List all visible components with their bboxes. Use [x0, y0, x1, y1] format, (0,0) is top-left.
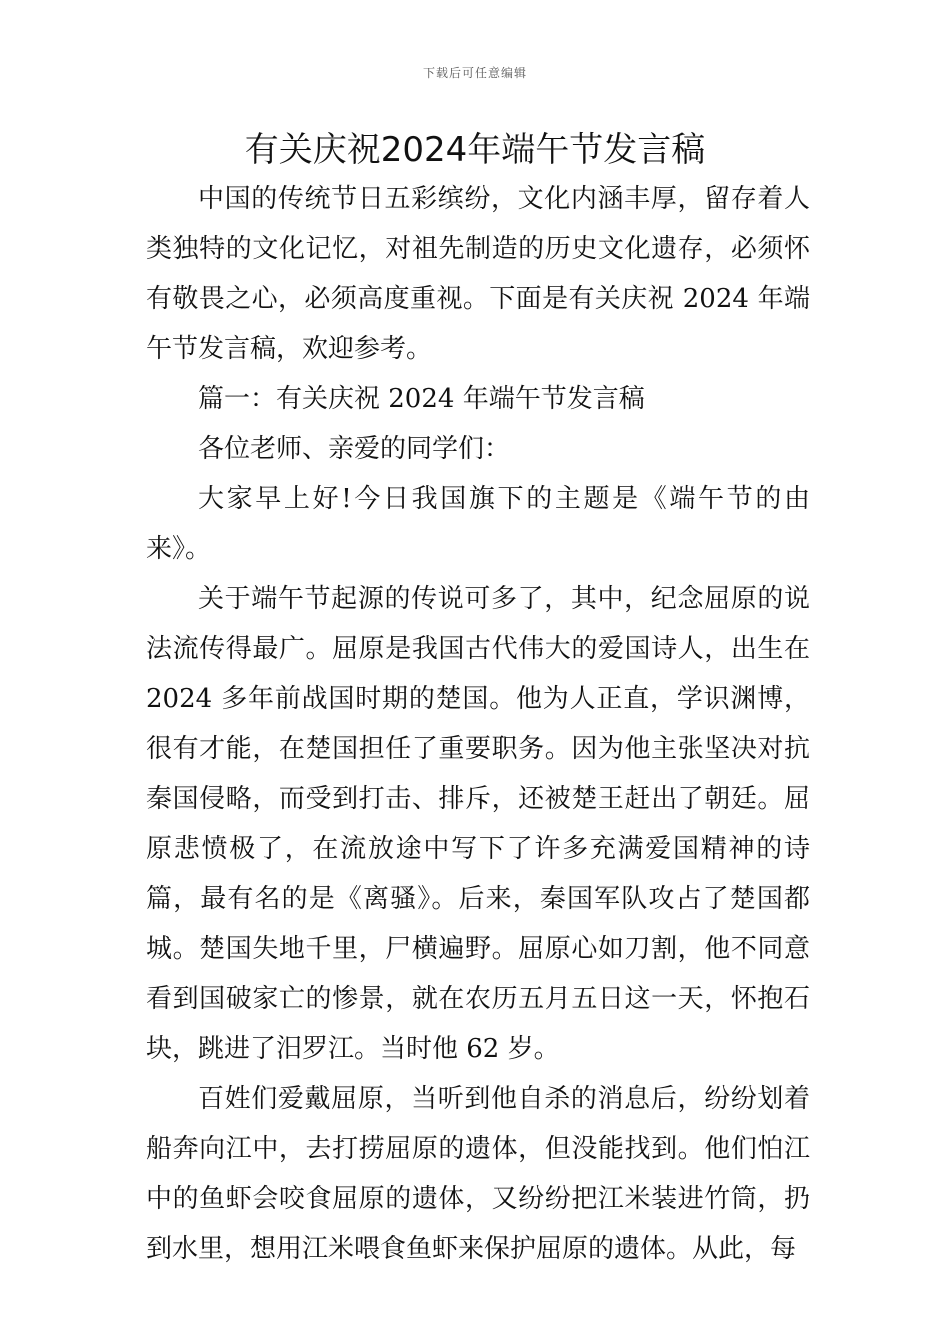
- paragraph-greeting: 大家早上好!今日我国旗下的主题是《端午节的由来》。: [146, 484, 810, 564]
- paragraph-origin-story: 关于端午节起源的传说可多了，其中，纪念屈原的说法流传得最广。屈原是我国古代伟大的爱国诗人，出生在 2024 多年前战国时期的楚国。他为人正直，学识渊博，很有才能，在楚国担任了重要职务。因为他主张坚决对抗秦国侵略，而受到打击、排斥，还被楚王赶出了朝廷。屈原悲愤极了，在流放途中写下了许多充满爱国精神的诗篇，最有名的是《离骚》。后来，秦国军队攻占了楚国都城。楚国失地千里，尸横遍野。屈原心如刀割，他不同意看到国破家亡的惨景，就在农历五月五日这一天，怀抱石块，跳进了汨罗江。当时他 62 岁。: [146, 584, 810, 1064]
- header-note: 下载后可任意编辑: [422, 66, 527, 80]
- document-body: [146, 174, 810, 1274]
- paragraph-intro: 中国的传统节日五彩缤纷，文化内涵丰厚，留存着人类独特的文化记忆，对祖先制造的历史文化遗存，必须怀有敬畏之心，必须高度重视。下面是有关庆祝 2024 年端午节发言稿，欢迎参考。: [146, 184, 810, 364]
- paragraph-people-mourning: 百姓们爱戴屈原，当听到他自杀的消息后，纷纷划着船奔向江中，去打捞屈原的遗体，但没能找到。他们怕江中的鱼虾会咬食屈原的遗体，又纷纷把江米装进竹筒，扔到水里，想用江米喂食鱼虾来保护屈原的遗体。从此，每: [146, 1084, 810, 1264]
- paragraph-salutation: 各位老师、亲爱的同学们：: [198, 434, 511, 464]
- paragraph-section-heading: 篇一：有关庆祝 2024 年端午节发言稿: [198, 384, 645, 414]
- document-title: 有关庆祝2024年端午节发言稿: [244, 130, 706, 170]
